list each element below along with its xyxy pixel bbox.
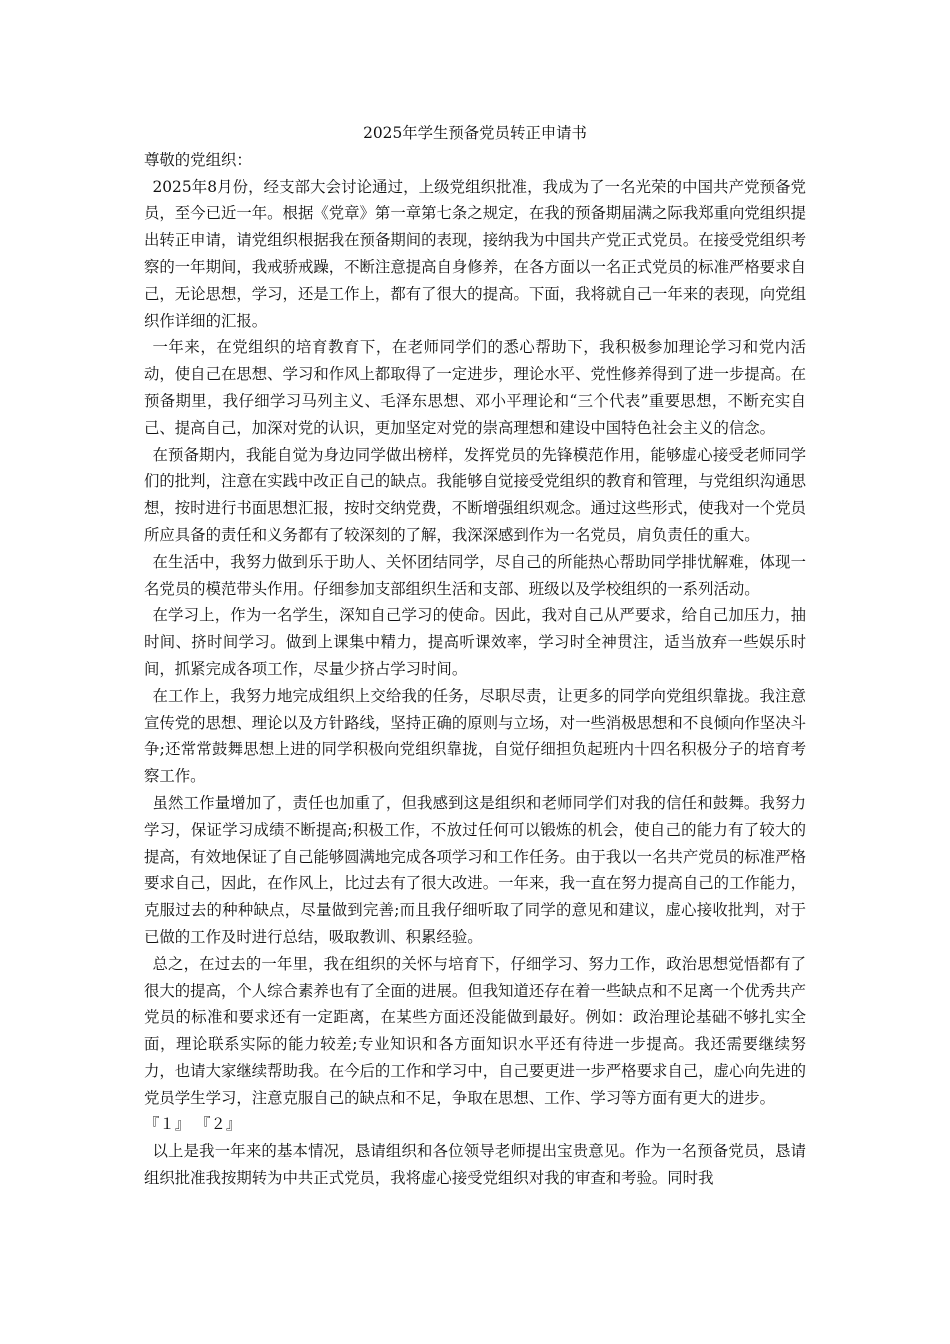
body-paragraph-2: 一年来，在党组织的培育教育下，在老师同学们的悉心帮助下，我积极参加理论学习和党内活动，使自己在思想、学习和作风上都取得了一定进步，理论水平、党性修养得到了进一步提高。在预备期里，我仔细学习马列主义、毛泽东思想、邓小平理论和“三个代表”重要思想，不断充实自己、提高自己，加深对党的认识，更加坚定对党的崇高理想和建设中国特色社会主义的信念。 (144, 338, 806, 437)
page-link-1[interactable]: 『１』 (144, 1115, 191, 1134)
body-paragraph-7: 虽然工作量增加了，责任也加重了，但我感到这是组织和老师同学们对我的信任和鼓舞。我努力学习，保证学习成绩不断提高;积极工作，不放过任何可以锻炼的机会，使自己的能力有了较大的提高，有效地保证了自己能够圆满地完成各项学习和工作任务。由于我以一名共产党员的标准严格要求自己，因此，在作风上，比过去有了很大改进。一年来，我一直在努力提高自己的工作能力，克服过去的种种缺点，尽量做到完善;而且我仔细听取了同学的意见和建议，虚心接收批判，对于已做的工作及时进行总结，吸取教训、积累经验。 (144, 793, 806, 946)
body-paragraph-5: 在学习上，作为一名学生，深知自己学习的使命。因此，我对自己从严要求，给自己加压力，抽时间、挤时间学习。做到上课集中精力，提高听课效率，学习时全神贯注，适当放弃一些娱乐时间，抓紧完成各项工作，尽量少挤占学习时间。 (144, 606, 806, 678)
body-paragraph-1: 2025年8月份，经支部大会讨论通过，上级党组织批准，我成为了一名光荣的中国共产党预备党员，至今已近一年。根据《党章》第一章第七条之规定，在我的预备期届满之际我郑重向党组织提出转正申请，请党组织根据我在预备期间的表现，接纳我为中国共产党正式党员。在接受党组织考察的一年期间，我戒骄戒躁，不断注意提高自身修养，在各方面以一名正式党员的标准严格要求自己，无论思想，学习，还是工作上，都有了很大的提高。下面，我将就自己一年来的表现，向党组织作详细的汇报。 (144, 177, 806, 330)
body-paragraph-8: 总之，在过去的一年里，我在组织的关怀与培育下，仔细学习、努力工作，政治思想觉悟都有了很大的提高，个人综合素养也有了全面的进展。但我知道还存在着一些缺点和不足离一个优秀共产党员的标准和要求还有一定距离，在某些方面还没能做到最好。例如：政治理论基础不够扎实全面，理论联系实际的能力较差;专业知识和各方面知识水平还有待进一步提高。我还需要继续努力，也请大家继续帮助我。在今后的工作和学习中，自己要更进一步严格要求自己，虚心向先进的党员学生学习，注意克服自己的缺点和不足，争取在思想、工作、学习等方面有更大的进步。 (144, 954, 806, 1107)
page-link-2[interactable]: 『２』 (195, 1115, 242, 1134)
salutation: 尊敬的党组织： (144, 150, 252, 169)
closing-paragraph: 以上是我一年来的基本情况，恳请组织和各位领导老师提出宝贵意见。作为一名预备党员，恳请组织批准我按期转为中共正式党员，我将虚心接受党组织对我的审查和考验。同时我 (144, 1142, 806, 1188)
body-paragraph-4: 在生活中，我努力做到乐于助人、关怀团结同学，尽自己的所能热心帮助同学排忧解难，体现一名党员的模范带头作用。仔细参加支部组织生活和支部、班级以及学校组织的一系列活动。 (144, 552, 806, 598)
document-page (144, 120, 806, 1192)
document-title: 2025年学生预备党员转正申请书 (363, 124, 587, 142)
page-navigation (144, 1111, 806, 1138)
body-paragraph-3: 在预备期内，我能自觉为身边同学做出榜样，发挥党员的先锋模范作用，能够虚心接受老师同学们的批判，注意在实践中改正自己的缺点。我能够自觉接受党组织的教育和管理，与党组织沟通思想，按时进行书面思想汇报，按时交纳党费，不断增强组织观念。通过这些形式，使我对一个党员所应具备的责任和义务都有了较深刻的了解，我深深感到作为一名党员，肩负责任的重大。 (144, 445, 806, 544)
body-paragraph-6: 在工作上，我努力地完成组织上交给我的任务，尽职尽责，让更多的同学向党组织靠拢。我注意宣传党的思想、理论以及方针路线，坚持正确的原则与立场，对一些消极思想和不良倾向作坚决斗争;还常常鼓舞思想上进的同学积极向党组织靠拢，自觉仔细担负起班内十四名积极分子的培育考察工作。 (144, 686, 806, 786)
